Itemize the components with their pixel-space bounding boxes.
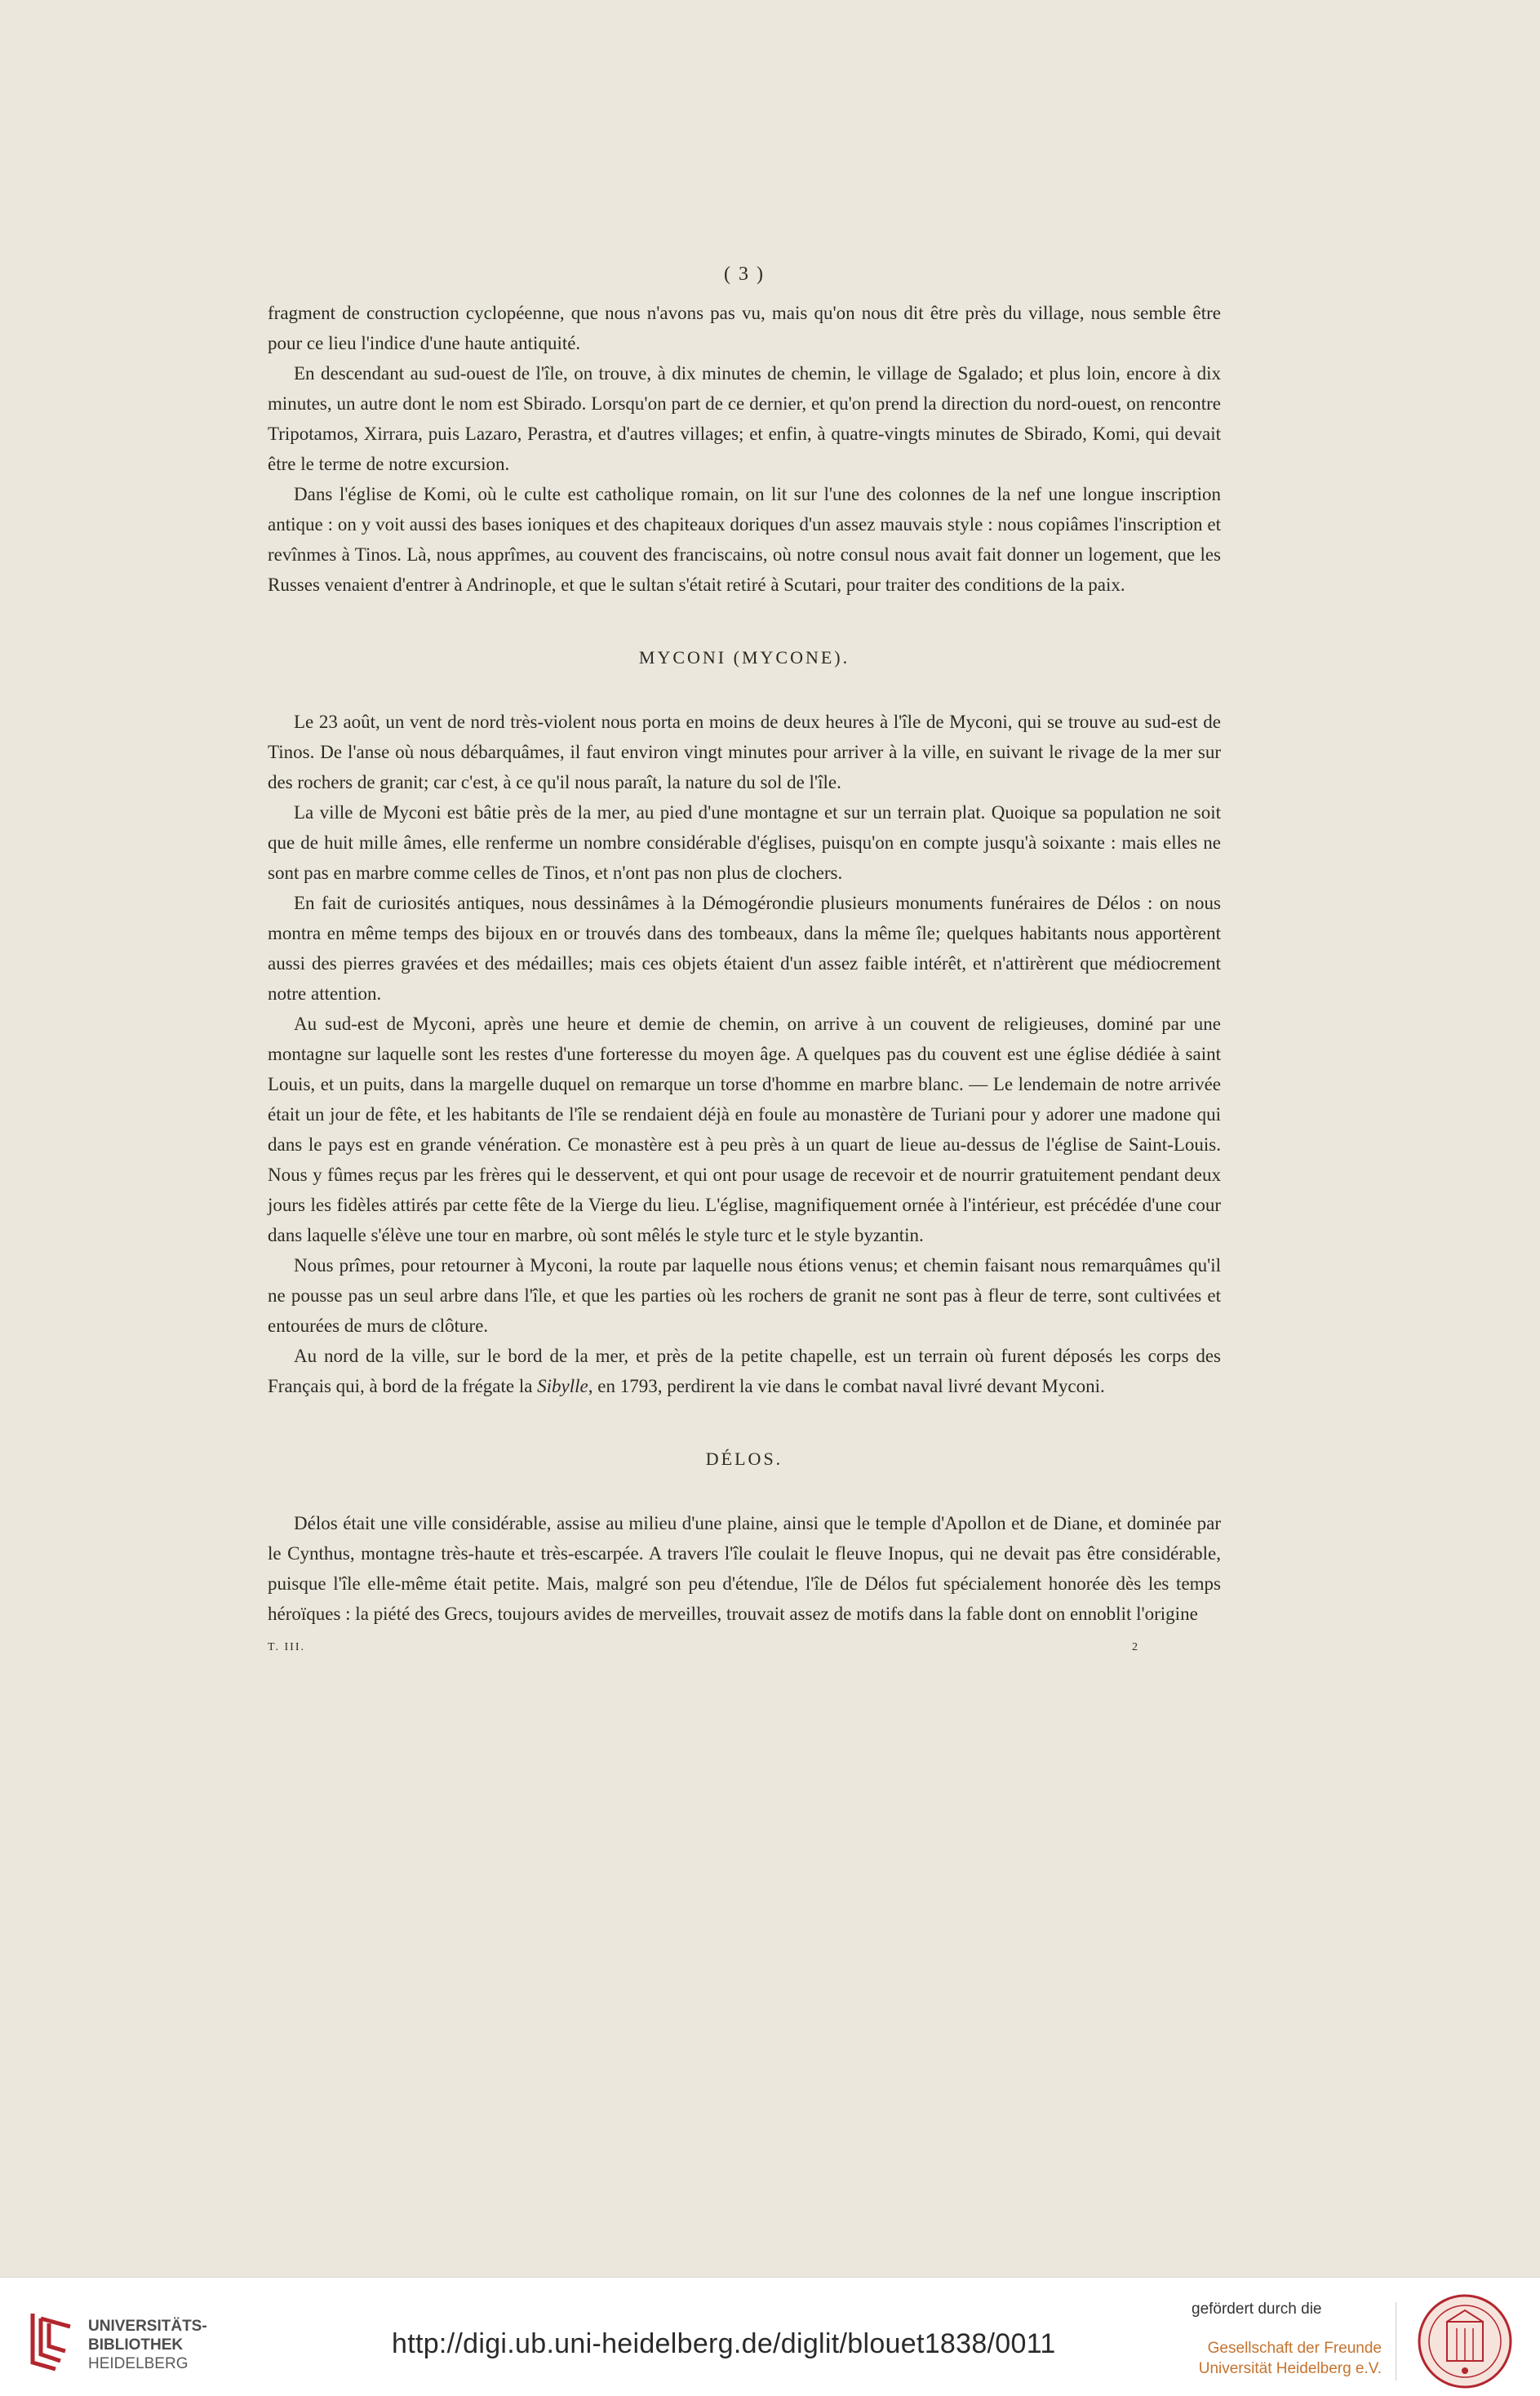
sponsor-name bbox=[1194, 2338, 1382, 2379]
paragraph: Dans l'église de Komi, où le culte est catholique romain, on lit sur l'une des colonnes de la nef une longue inscription antique : on y voit aussi des bases ioniques et des chapiteaux doriques d'un assez mauvais style : nous copiâmes l'inscription et revînmes à Tinos. Là, nous apprîmes, au couvent des franciscains, où notre consul nous avait fait donner un logement, que les Russes venaient d'entrer à Andrinople, et que le sultan s'était retiré à Scutari, pour traiter des conditions de la paix. bbox=[268, 484, 1221, 595]
paragraph: Le 23 août, un vent de nord très-violent nous porta en moins de deux heures à l'île de Myconi, qui se trouve au sud-est de Tinos. De l'anse où nous débarquâmes, il faut environ vingt minutes pour arriver à la ville, en suivant le rivage de la mer sur des rochers de granit; car c'est, à ce qu'il nous paraît, la nature du sol de l'île. bbox=[268, 712, 1221, 792]
paragraph: Délos était une ville considérable, assise au milieu d'une plaine, ainsi que le temple d'Apollon et de Diane, et dominée par le Cynthus, montagne très-haute et très-escarpée. A travers l'île coulait le fleuve Inopus, qui ne devait pas être considérable, puisque l'île elle-même était petite. Mais, malgré son peu d'étendue, l'île de Délos fut spécialement honorée dès les temps héroïques : la piété des Grecs, toujours avides de merveilles, trouvait assez de motifs dans la fable dont on ennoblit l'origine bbox=[268, 1513, 1221, 1624]
sheet-signature: 2 bbox=[1132, 1641, 1139, 1653]
signature-line bbox=[268, 1632, 1221, 1662]
page-number: ( 3 ) bbox=[724, 264, 765, 285]
paragraph-text: Au nord de la ville, sur le bord de la mer, et près de la petite chapelle, est un terrain où furent déposés les corps des Français qui, à bord de la frégate la bbox=[268, 1346, 1221, 1396]
paragraph: En fait de curiosités antiques, nous dessinâmes à la Démogérondie plusieurs monuments funéraires de Délos : on nous montra en même temps des bijoux en or trouvés dans des tombeaux, dans la même île; quelques habitants nous apportèrent aussi des pierres gravées et des médailles; mais ces objets étaient d'un assez faible intérêt, et n'attirèrent que médiocrement notre attention. bbox=[268, 893, 1221, 1004]
university-library-logo-icon bbox=[26, 2310, 77, 2372]
paragraph bbox=[268, 1341, 1221, 1401]
section-heading-myconi: MYCONI (MYCONE). bbox=[638, 647, 850, 668]
paragraph: Nous prîmes, pour retourner à Myconi, la route par laquelle nous étions venus; et chemin faisant nous remarquâmes qu'il ne pousse pas un seul arbre dans l'île, et que les parties où les rochers de granit ne sont pas à fleur de terre, sont cultivées et entourées de murs de clôture. bbox=[268, 1255, 1221, 1336]
library-name-line: BIBLIOTHEK bbox=[88, 2336, 184, 2354]
paragraph-text: , en 1793, perdirent la vie dans le combat naval livré devant Myconi. bbox=[588, 1376, 1105, 1396]
volume-signature: T. III. bbox=[268, 1641, 305, 1653]
paragraph: En descendant au sud-ouest de l'île, on trouve, à dix minutes de chemin, le village de Sgalado; et plus loin, encore à dix minutes, un autre dont le nom est Sbirado. Lorsqu'on part de ce dernier, et qu'on prend la direction du nord-ouest, on rencontre Tripotamos, Xirrara, puis Lazaro, Perastra, et d'autres villages; et enfin, à quatre-vingts minutes de Sbirado, Komi, qui devait être le terme de notre excursion. bbox=[268, 363, 1221, 474]
university-seal-icon bbox=[1416, 2292, 1514, 2390]
permalink-url[interactable]: http://digi.ub.uni-heidelberg.de/diglit/blouet1838/0011 bbox=[392, 2328, 1056, 2359]
ship-name: Sibylle bbox=[537, 1376, 588, 1396]
sponsor-name-line: Universität Heidelberg e.V. bbox=[1198, 2360, 1382, 2377]
library-name bbox=[88, 2317, 207, 2373]
footer-bar bbox=[0, 2277, 1540, 2396]
page-text bbox=[268, 260, 1221, 1662]
library-name-line: HEIDELBERG bbox=[88, 2355, 189, 2372]
funded-by-label: gefördert durch die bbox=[1192, 2301, 1322, 2318]
paragraph: Au sud-est de Myconi, après une heure et demie de chemin, on arrive à un couvent de religieuses, dominé par une montagne sur laquelle sont les restes d'une forteresse du moyen âge. A quelques pas du couvent est une église dédiée à saint Louis, et un puits, dans la margelle duquel on remarque un torse d'homme en marbre blanc. — Le lendemain de notre arrivée était un jour de fête, et les habitants de l'île se rendaient déjà en foule au monastère de Turiani pour y adorer une madone qui dans le pays est en grande vénération. Ce monastère est à peu près à un quart de lieue au-dessus de l'église de Saint-Louis. Nous y fûmes reçus par les frères qui le desservent, et qui ont pour usage de recevoir et de nourrir gratuitement pendant deux jours les fidèles attirés par cette fête de la Vierge du lieu. L'église, magnifiquement ornée à l'intérieur, est précédée d'une cour dans laquelle s'élève une tour en marbre, où sont mêlés le style turc et le style byzantin. bbox=[268, 1014, 1221, 1245]
paragraph: fragment de construction cyclopéenne, que nous n'avons pas vu, mais qu'on nous dit être près du village, nous semble être pour ce lieu l'indice d'une haute antiquité. bbox=[268, 303, 1221, 353]
sponsor-name-line: Gesellschaft der Freunde bbox=[1207, 2340, 1382, 2357]
library-name-line: UNIVERSITÄTS- bbox=[88, 2318, 207, 2335]
paragraph: La ville de Myconi est bâtie près de la mer, au pied d'une montagne et sur un terrain plat. Quoique sa population ne soit que de huit mille âmes, elle renferme un nombre considérable d'églises, puisqu'on en compte jusqu'à soixante : mais elles ne sont pas en marbre comme celles de Tinos, et n'ont pas non plus de clochers. bbox=[268, 802, 1221, 883]
section-heading-delos: DÉLOS. bbox=[705, 1449, 783, 1469]
